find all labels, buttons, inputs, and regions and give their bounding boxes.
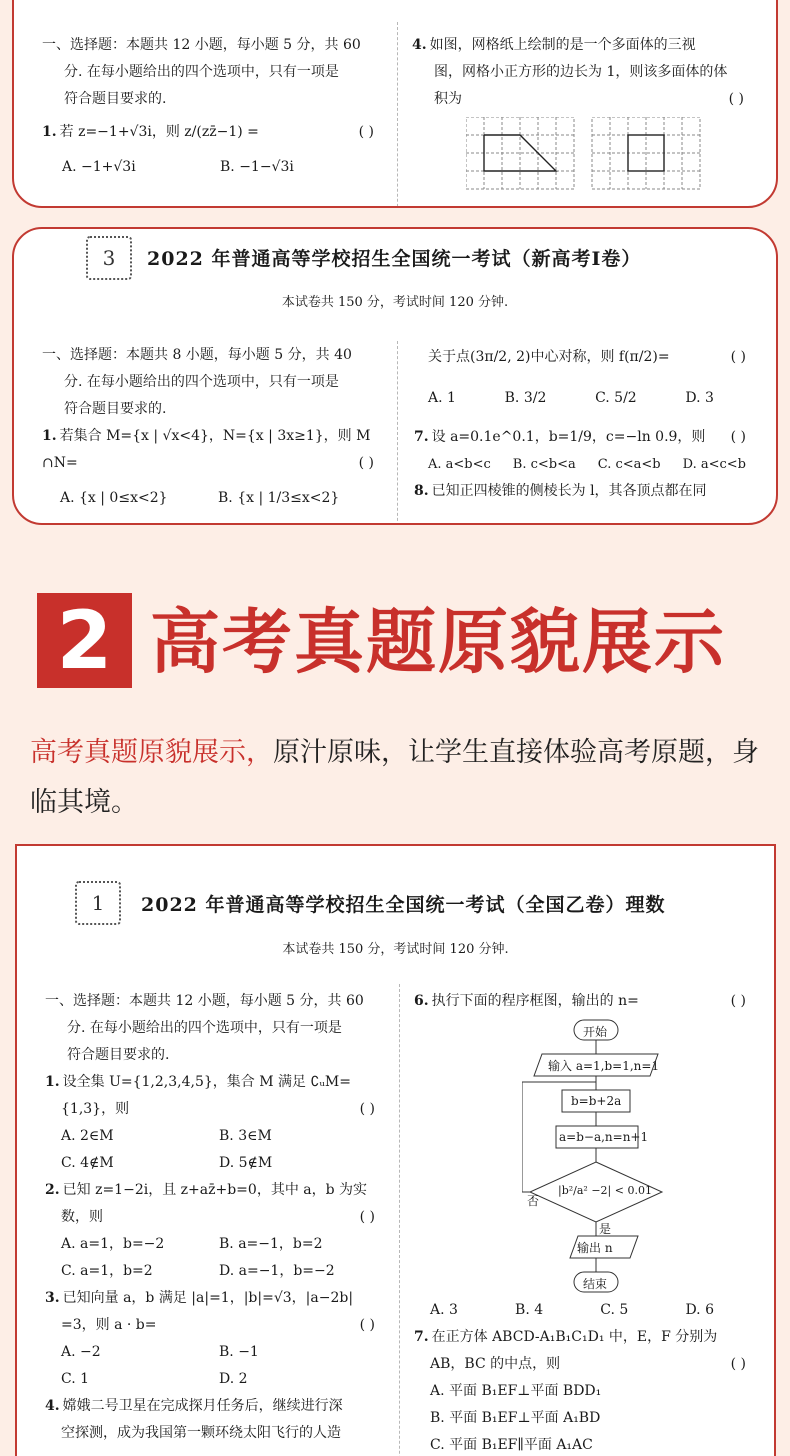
question-6: 6. 执行下面的程序框图，输出的 n= ( )	[414, 993, 746, 1009]
column-divider	[399, 984, 400, 1456]
exam-title: 2022 年普通高等学校招生全国统一考试（全国乙卷）理数	[141, 894, 666, 916]
description-highlight: 高考真题原貌展示，	[30, 737, 273, 768]
exam-card-top	[12, 0, 778, 208]
question-4: 4. 如图，网格纸上绘制的是一个多面体的三视	[412, 37, 696, 53]
question-2: 2. 已知 z=1−2i，且 z+az̄+b=0，其中 a，b 为实	[45, 1182, 368, 1198]
section-heading: 一、选择题：本题共 12 小题，每小题 5 分，共 60	[42, 37, 361, 53]
exam-card-1	[15, 844, 776, 1456]
exam-subtitle: 本试卷共 150 分，考试时间 120 分钟.	[281, 295, 509, 310]
three-view-grid-figure	[466, 117, 736, 192]
exam-card-3	[12, 227, 778, 525]
left-column: 一、选择题：本题共 8 小题，每小题 5 分，共 40 分. 在每小题给出的四个选项中，只有一项是 符合题目要求的. 1. 若集合 M={x | √x<4}，N={x | 3x≥1}，则 M ∩N= ( ) A. {x | 0≤x<2} B. {x | 1/3≤x<2}	[42, 342, 382, 512]
flowchart-input: 输入 a=1,b=1,n=1	[548, 1059, 660, 1073]
right-column-lower: A. 3 B. 4 C. 5 D. 6 7. 在正方体 ABCD-A₁B₁C₁D₁ 中，E，F 分别为 AB，BC 的中点，则 ( ) A. 平面 B₁EF⊥平面 BDD₁ B. 平面 B₁EF⊥平面 A₁BD C. 平面 B₁EF∥平面 A₁AC	[414, 1297, 754, 1456]
question-7: 7. 设 a=0.1e^0.1，b=1/9，c=−ln 0.9，则 ( )	[414, 429, 746, 445]
exam-number-badge: 3	[86, 236, 132, 280]
question-7: 7. 在正方体 ABCD-A₁B₁C₁D₁ 中，E，F 分别为	[414, 1329, 718, 1345]
section-description	[30, 728, 770, 828]
flowchart-output: 输出 n	[577, 1241, 613, 1255]
exam-subtitle: 本试卷共 150 分，考试时间 120 分钟.	[282, 942, 509, 957]
question-6-continued: 关于点(3π/2, 2)中心对称，则 f(π/2)= ( )	[428, 349, 746, 365]
flowchart-step-a: a=b−a,n=n+1	[559, 1130, 649, 1144]
question-1: 1. 设全集 U={1,2,3,4,5}，集合 M 满足 ∁ᵤM=	[45, 1074, 351, 1090]
left-column: 一、选择题：本题共 12 小题，每小题 5 分，共 60 分. 在每小题给出的四个选项中，只有一项是 符合题目要求的. 1. 若 z=−1+√3i，则 z/(zz̄−1) = ( ) A. −1+√3i B. −1−√3i	[42, 32, 382, 181]
question-4: 4. 嫦娥二号卫星在完成探月任务后，继续进行深	[45, 1398, 343, 1414]
exam-number-badge: 1	[75, 881, 121, 925]
question-3-options: A. −2 B. −1	[61, 1344, 259, 1360]
section-number-badge: 2	[37, 593, 132, 688]
question-3: 3. 已知向量 a，b 满足 |a|=1，|b|=√3，|a−2b|	[45, 1290, 354, 1306]
question-1-options: A. 2∈M B. 3∈M	[61, 1128, 272, 1144]
question-7-option-c: C. 平面 B₁EF∥平面 A₁AC	[430, 1437, 593, 1453]
flowchart-no-label: 否	[527, 1194, 540, 1208]
flowchart-yes-label: 是	[599, 1222, 612, 1236]
column-divider	[397, 22, 398, 208]
right-column	[414, 344, 754, 505]
right-column: 4. 如图，网格纸上绘制的是一个多面体的三视 图，网格小正方形的边长为 1，则该多面体的体 积为 ( )	[412, 32, 752, 113]
question-6-options: A. 1 B. 3/2 C. 5/2 D. 3	[428, 390, 714, 406]
question-7-options: A. a<b<c B. c<b<a C. c<a<b D. a<c<b	[428, 457, 746, 472]
flowchart-step-b: b=b+2a	[571, 1094, 622, 1108]
flowchart-condition: |b²/a² −2| < 0.01	[558, 1184, 652, 1197]
column-divider	[397, 341, 398, 525]
left-column: 一、选择题：本题共 12 小题，每小题 5 分，共 60 分. 在每小题给出的四个选项中，只有一项是 符合题目要求的. 1. 设全集 U={1,2,3,4,5}，集合 M 满足 ∁ᵤM= {1,3}，则 ( ) A. 2∈M B. 3∈M C. 4∉M D. 5∉M 2. 已知 z=1−2i，且 z+az̄+b=0，其中 a，b 为实 数，则 ( ) A. a=1，b=−2 B. a=−1，b=2 C. a=1，b=2 D. a=−1，b=−2 3. 已知向量 a，b 满足 |a|=1，|b|=√3，|a−2b| =3，则 a · b= ( ) A. −2 B. −1 C. 1 D. 2 4. 嫦娥二号卫星在完成探月任务后，继续进行深 空探测，成为我国第一颗环绕太阳飞行的人造	[45, 988, 383, 1447]
question-8: 8. 已知正四棱锥的侧棱长为 l，其各顶点都在同	[414, 483, 707, 499]
question-7-option-a: A. 平面 B₁EF⊥平面 BDD₁	[430, 1383, 602, 1399]
flowchart-end: 结束	[583, 1277, 608, 1291]
exam-title: 2022 年普通高等学校招生全国统一考试（新高考Ⅰ卷）	[147, 248, 642, 270]
question-2-options: A. a=1，b=−2 B. a=−1，b=2	[61, 1236, 323, 1252]
description-text: 原汁原味，让学生直接体验高考原题，身临其境。	[30, 737, 759, 818]
flowchart-start: 开始	[583, 1025, 608, 1039]
question-6-options: A. 3 B. 4 C. 5 D. 6	[430, 1302, 714, 1318]
right-column	[414, 988, 754, 1015]
section-heading: 一、选择题：本题共 12 小题，每小题 5 分，共 60	[45, 993, 364, 1009]
question-7-option-b: B. 平面 B₁EF⊥平面 A₁BD	[430, 1410, 601, 1426]
question-1: 1. 若集合 M={x | √x<4}，N={x | 3x≥1}，则 M	[42, 428, 371, 444]
question-1-options: A. {x | 0≤x<2} B. {x | 1/3≤x<2}	[60, 490, 340, 506]
section-heading: 一、选择题：本题共 8 小题，每小题 5 分，共 40	[42, 347, 352, 363]
question-1-options: A. −1+√3i B. −1−√3i	[62, 159, 294, 175]
section-title: 高考真题原貌展示	[150, 600, 726, 683]
question-1: 1. 若 z=−1+√3i，则 z/(zz̄−1) = ( )	[42, 124, 374, 140]
